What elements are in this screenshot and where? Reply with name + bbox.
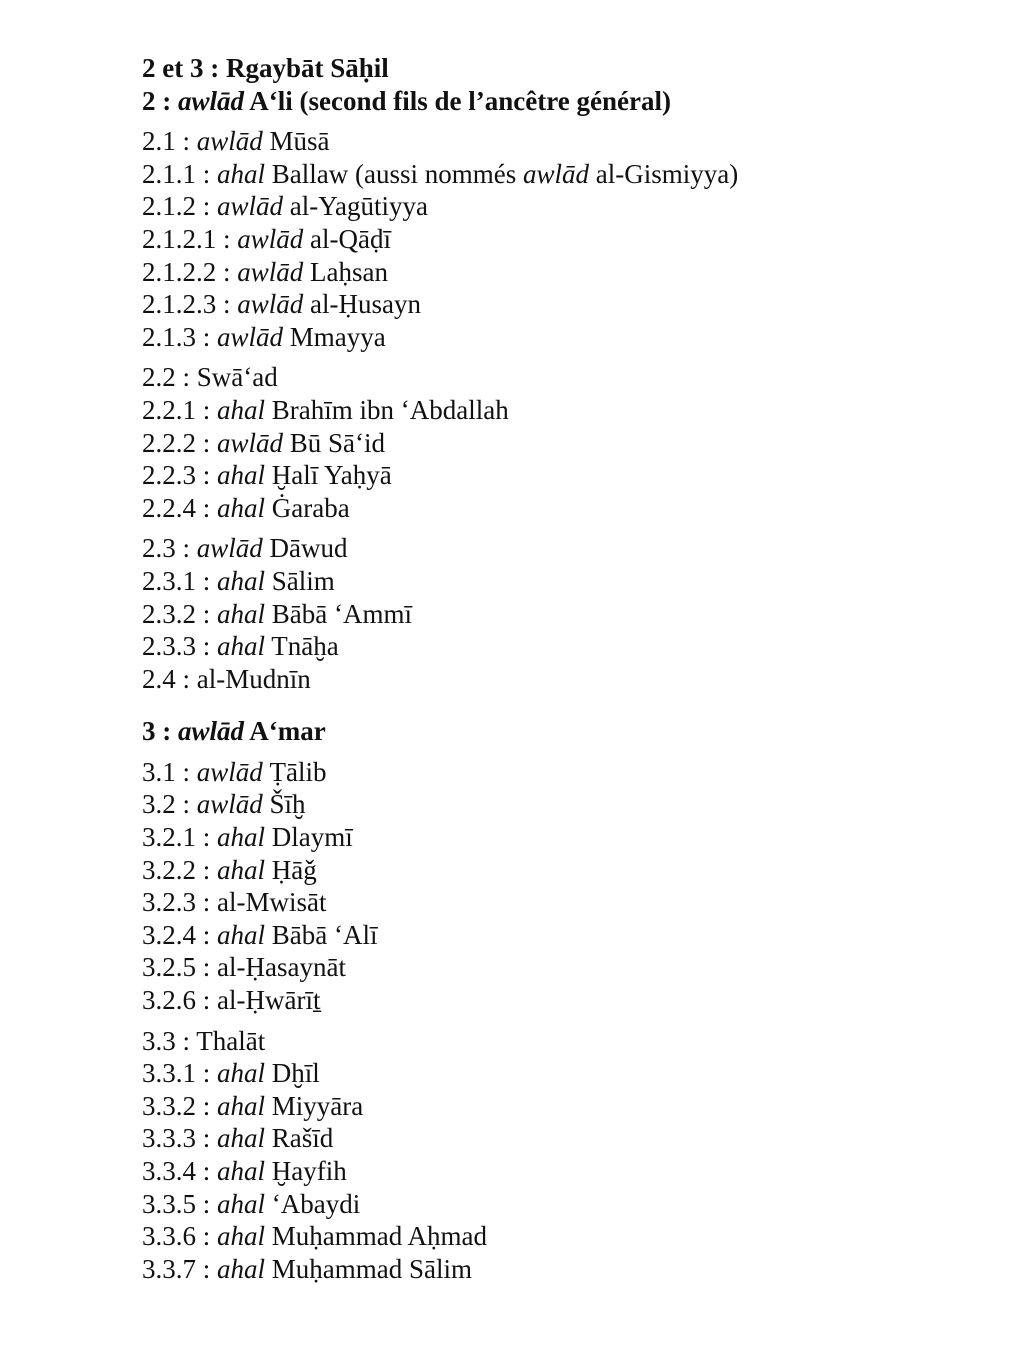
list-item [142,1057,1002,1090]
item-name: Muḥammad Aḥmad [271,1221,488,1252]
item-number: 2.3.3 : [142,631,211,662]
item-name: Šīḫ [269,789,306,820]
item-number: 3.3.1 : [142,1058,211,1089]
item-number: 3.3.7 : [142,1253,211,1284]
item-number: 3.3.3 : [142,1123,211,1154]
item-keyword: ahal [217,394,266,425]
item-keyword: ahal [217,854,266,885]
item-name: al-Ḥusayn [310,289,421,320]
item-number: 2 : [142,85,172,116]
item-name: al-Mwisāt [217,887,327,918]
item-keyword: awlād [217,191,284,222]
item-keyword: awlād [217,427,284,458]
item-number: 3.3 : [142,1025,191,1056]
item-name: Dḫīl [271,1058,320,1089]
item-keyword: ahal [217,1090,266,1121]
item-number: 3.2.6 : [142,985,211,1016]
item-number: 3.2.2 : [142,854,211,885]
item-keyword: awlād [217,321,284,352]
item-keyword: ahal [217,1156,266,1186]
item-name: al-Yagūtiyya [289,191,429,222]
item-number: 2.1.2.3 : [142,289,231,320]
item-name: Brahīm ibn ‘Abdallah [271,394,509,425]
item-name: Swā‘ad [196,362,278,393]
list-item [142,598,1002,631]
item-name: A‘mar [249,716,326,747]
item-name: Miyyāra [271,1090,364,1121]
list-item [142,125,1002,158]
list-item [142,1025,1002,1058]
item-number: 2.1.1 : [142,158,211,189]
item-number: 2.4 : [142,663,191,694]
list-item [142,394,1002,427]
item-number: 2 et 3 : [142,53,220,83]
item-name: ‘Abaydi [271,1188,361,1219]
list-item [142,256,1002,289]
item-number: 2.2.4 : [142,492,211,523]
item-name: al-Ḥasaynāt [217,952,346,983]
list-item [142,492,1002,525]
item-number: 2.1 : [142,126,191,157]
item-name: al-Gismiyya) [589,158,739,189]
list-item [142,1253,1002,1286]
list-item [142,288,1002,321]
item-name: Ballaw (aussi nommés [271,158,523,189]
list-item [142,427,1002,460]
list-item [142,1220,1002,1253]
item-number: 3.2.3 : [142,887,211,918]
genealogy-list [142,52,1002,1285]
list-item [142,1090,1002,1123]
item-number: 3.2.5 : [142,952,211,983]
list-item [142,52,1002,85]
item-keyword: ahal [217,631,266,662]
item-number: 3.3.5 : [142,1188,211,1219]
list-item [142,886,1002,919]
item-keyword: awlād [196,126,263,157]
item-keyword: ahal [217,598,266,629]
list-item [142,321,1002,354]
list-item [142,85,1002,118]
item-keyword: ahal [217,158,266,189]
item-keyword: awlād [178,85,245,116]
item-keyword: awlād [196,756,263,787]
item-name: al-Mudnīn [196,663,311,694]
item-name: al-Qāḍī [310,223,391,254]
item-name: Muḥammad Sālim [271,1253,473,1284]
item-name: A‘li (second fils de l’ancêtre général) [249,85,671,116]
list-item [142,1122,1002,1155]
item-number: 2.3.2 : [142,598,211,629]
list-item [142,1188,1002,1221]
item-number: 2.2.2 : [142,427,211,458]
item-name: Mūsā [269,126,330,157]
item-name: Dāwud [269,533,348,564]
list-item [142,984,1002,1017]
item-keyword: awlād [237,223,304,254]
item-keyword: ahal [217,822,266,853]
item-keyword: awlād [523,158,590,189]
item-number: 2.1.2.1 : [142,223,231,254]
list-item [142,158,1002,191]
list-item [142,532,1002,565]
list-item [142,951,1002,984]
item-name: Ḫalī Yaḥyā [271,460,392,491]
list-item [142,919,1002,952]
item-name: Sālim [271,565,335,596]
item-number: 2.3 : [142,533,191,564]
item-keyword: ahal [217,1221,266,1252]
item-keyword: ahal [217,1253,266,1284]
list-item [142,854,1002,887]
item-name: Dlaymī [271,822,353,853]
item-keyword: awlād [237,256,304,287]
item-name: Ḫayfih [271,1156,347,1186]
item-keyword: ahal [217,919,266,950]
item-number: 3.3.4 : [142,1156,211,1186]
item-number: 2.2.3 : [142,460,211,491]
item-number: 2.1.3 : [142,321,211,352]
item-number: 3.2.4 : [142,919,211,950]
item-number: 3.2.1 : [142,822,211,853]
list-item [142,788,1002,821]
item-keyword: ahal [217,565,266,596]
item-keyword: awlād [237,289,304,320]
list-item [142,715,1002,748]
item-name: Ṭālib [269,756,327,787]
item-keyword: awlād [178,716,245,747]
item-number: 2.1.2 : [142,191,211,222]
item-name: Laḥsan [310,256,388,287]
list-item [142,663,1002,696]
item-keyword: ahal [217,1188,266,1219]
list-item [142,361,1002,394]
item-number: 3.2 : [142,789,191,820]
item-number: 2.2.1 : [142,394,211,425]
item-name: Ġaraba [271,492,350,523]
item-keyword: awlād [196,533,263,564]
item-name: Ḥāǧ [271,854,317,885]
item-name: Rašīd [271,1123,334,1154]
item-number: 3.3.2 : [142,1090,211,1121]
item-number: 3.1 : [142,756,191,787]
list-item [142,821,1002,854]
list-item [142,190,1002,223]
item-number: 3 : [142,716,172,747]
item-name: Bū Sā‘id [289,427,386,458]
item-name: Bābā ‘Alī [271,919,378,950]
item-name: Thalāt [196,1025,266,1056]
list-item [142,565,1002,598]
item-name: Rgaybāt Sāḥil [225,53,389,83]
item-keyword: awlād [196,789,263,820]
list-item [142,459,1002,492]
list-item [142,630,1002,663]
item-keyword: ahal [217,460,266,491]
item-keyword: ahal [217,492,266,523]
item-number: 2.1.2.2 : [142,256,231,287]
item-keyword: ahal [217,1058,266,1089]
item-number: 2.3.1 : [142,565,211,596]
item-name: Tnāḫa [271,631,339,662]
item-keyword: ahal [217,1123,266,1154]
item-number: 3.3.6 : [142,1221,211,1252]
list-item [142,1155,1002,1188]
item-name: Mmayya [289,321,386,352]
item-number: 2.2 : [142,362,191,393]
item-name: al-Ḥwārīṯ [217,985,321,1016]
list-item [142,756,1002,789]
item-name: Bābā ‘Ammī [271,598,413,629]
list-item [142,223,1002,256]
